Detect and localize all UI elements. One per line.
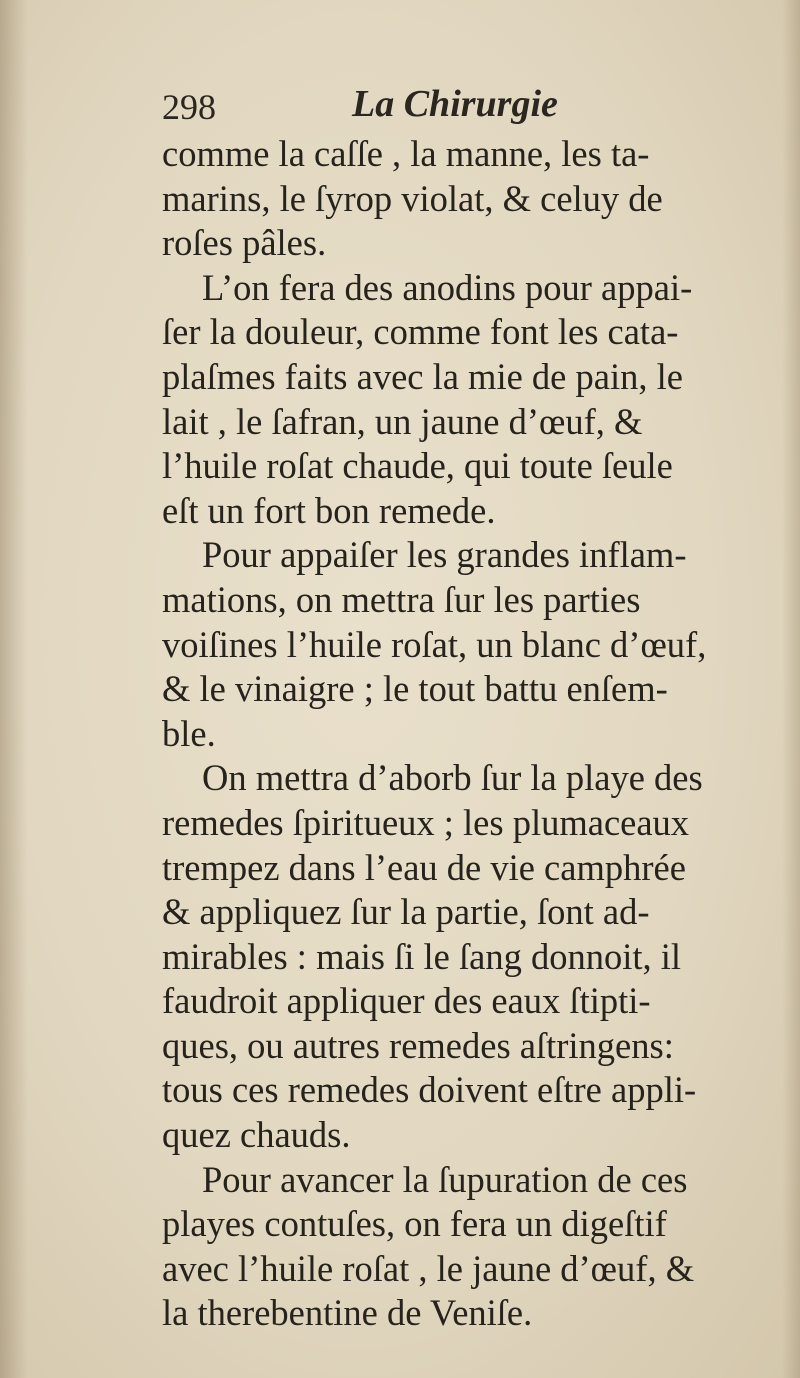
text-line: & appliquez ſur la partie, ſont ad- [162,891,650,933]
text-line: & le vinaigre ; le tout battu enſem- [162,668,668,710]
page-header [162,82,722,132]
text-line: la therebentine de Veniſe. [162,1292,533,1334]
text-line: tous ces remedes doivent eſtre appli- [162,1069,697,1111]
text-line: remedes ſpiritueux ; les plumaceaux [162,801,690,843]
text-line: mirables : mais ſi le ſang donnoit, il [162,935,682,977]
text-line: avec l’huile roſat , le jaune d’œuf, & [162,1247,695,1289]
text-line: comme la caſſe , la manne, les ta- [162,133,650,174]
text-line: ques, ou autres remedes aſtringens: [162,1024,674,1066]
text-line: faudroit appliquer des eaux ſtipti- [162,980,651,1022]
page-number: 298 [162,87,216,127]
text-line: ſer la douleur, comme font les cata- [162,311,679,353]
text-line: playes contuſes, on fera un digeſtif [162,1203,667,1245]
text-line: quez chauds. [162,1114,351,1156]
spine-shadow [0,0,28,1378]
text-line: eſt un fort bon remede. [162,489,496,531]
text-line: l’huile roſat chaude, qui toute ſeule [162,445,673,487]
running-title: La Chirurgie [352,83,558,125]
paragraph-start-line: Pour avancer la ſupuration de ces [202,1158,688,1200]
paragraph-start-line: On mettra d’aborb ſur la playe des [202,757,703,799]
text-line: trempez dans l’eau de vie camphrée [162,846,686,888]
paragraph-start-line: L’on fera des anodins pour appai- [202,266,693,308]
paragraph-start-line: Pour appaiſer les grandes inflam- [202,534,687,576]
text-line: lait , le ſafran, un jaune d’œuf, & [162,400,643,442]
text-line: plaſmes faits avec la mie de pain, le [162,355,683,397]
text-line: marins, le ſyrop violat, & celuy de [162,177,663,219]
body-text [162,132,740,1336]
text-line: voiſines l’huile roſat, un blanc d’œuf, [162,623,707,665]
text-line: ble. [162,712,216,754]
text-line: roſes pâles. [162,222,327,264]
page-edge-shadow [782,0,800,1378]
text-line: mations, on mettra ſur les parties [162,578,641,620]
